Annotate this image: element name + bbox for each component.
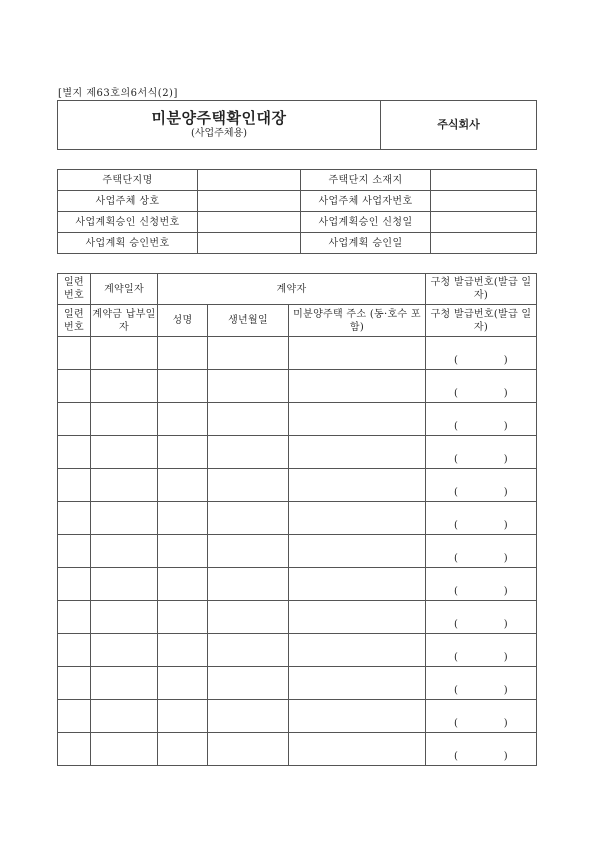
name-cell[interactable] (158, 502, 208, 535)
issue-date-parentheses (454, 651, 508, 664)
name-cell[interactable] (158, 733, 208, 766)
main-header-row-1 (58, 274, 537, 305)
info-value-field[interactable] (431, 170, 537, 191)
paren-open: ( (454, 487, 459, 498)
payment-date-cell[interactable] (91, 403, 158, 436)
ward-issue-cell[interactable] (426, 568, 537, 601)
info-label: 주택단지 소재지 (301, 170, 431, 191)
serial-cell[interactable] (58, 403, 91, 436)
name-cell[interactable] (158, 601, 208, 634)
serial-header-2: 일련 번호 (58, 305, 91, 337)
name-cell[interactable] (158, 535, 208, 568)
info-row (58, 233, 537, 254)
info-row (58, 170, 537, 191)
birth-date-cell[interactable] (208, 667, 289, 700)
address-cell[interactable] (289, 733, 426, 766)
paren-open: ( (454, 586, 459, 597)
issue-date-parentheses (454, 420, 508, 433)
birth-date-cell[interactable] (208, 700, 289, 733)
payment-date-cell[interactable] (91, 667, 158, 700)
table-row (58, 337, 537, 370)
birth-date-cell[interactable] (208, 370, 289, 403)
main-table (57, 273, 537, 766)
birth-date-header: 생년월일 (208, 305, 289, 337)
company-label: 주식회사 (437, 118, 480, 131)
ward-issue-cell[interactable] (426, 733, 537, 766)
table-row (58, 733, 537, 766)
info-value-field[interactable] (198, 170, 301, 191)
address-cell[interactable] (289, 436, 426, 469)
paren-close: ) (503, 718, 508, 729)
name-header: 성명 (158, 305, 208, 337)
payment-date-cell[interactable] (91, 337, 158, 370)
serial-cell[interactable] (58, 568, 91, 601)
ward-issue-cell[interactable] (426, 601, 537, 634)
payment-date-cell[interactable] (91, 469, 158, 502)
info-label: 사업주체 사업자번호 (301, 191, 431, 212)
name-cell[interactable] (158, 700, 208, 733)
address-cell[interactable] (289, 502, 426, 535)
paren-open: ( (454, 619, 459, 630)
paren-close: ) (503, 520, 508, 531)
name-cell[interactable] (158, 667, 208, 700)
serial-cell[interactable] (58, 469, 91, 502)
name-cell[interactable] (158, 337, 208, 370)
address-cell[interactable] (289, 337, 426, 370)
payment-date-cell[interactable] (91, 634, 158, 667)
table-row (58, 634, 537, 667)
table-row (58, 502, 537, 535)
address-cell[interactable] (289, 469, 426, 502)
paren-close: ) (503, 454, 508, 465)
paren-open: ( (454, 520, 459, 531)
address-cell[interactable] (289, 634, 426, 667)
table-row (58, 436, 537, 469)
birth-date-cell[interactable] (208, 535, 289, 568)
info-value-field[interactable] (431, 233, 537, 254)
info-value-field[interactable] (198, 212, 301, 233)
header-title-cell (58, 101, 381, 150)
birth-date-cell[interactable] (208, 601, 289, 634)
issue-date-parentheses (454, 519, 508, 532)
payment-date-cell[interactable] (91, 502, 158, 535)
address-cell[interactable] (289, 568, 426, 601)
paren-open: ( (454, 454, 459, 465)
paren-open: ( (454, 685, 459, 696)
birth-date-cell[interactable] (208, 436, 289, 469)
paren-close: ) (503, 355, 508, 366)
ward-issue-cell[interactable] (426, 535, 537, 568)
birth-date-cell[interactable] (208, 502, 289, 535)
info-value-field[interactable] (431, 212, 537, 233)
paren-close: ) (503, 487, 508, 498)
ward-issue-cell[interactable] (426, 469, 537, 502)
ward-issue-cell[interactable] (426, 370, 537, 403)
ward-issue-cell[interactable] (426, 634, 537, 667)
ward-issue-cell[interactable] (426, 700, 537, 733)
name-cell[interactable] (158, 370, 208, 403)
issue-date-parentheses (454, 486, 508, 499)
serial-cell[interactable] (58, 667, 91, 700)
birth-date-cell[interactable] (208, 733, 289, 766)
info-label: 사업계획 승인일 (301, 233, 431, 254)
payment-date-cell[interactable] (91, 733, 158, 766)
info-label: 주택단지명 (58, 170, 198, 191)
issue-date-parentheses (454, 453, 508, 466)
payment-date-cell[interactable] (91, 370, 158, 403)
info-row (58, 212, 537, 233)
serial-cell[interactable] (58, 436, 91, 469)
address-cell[interactable] (289, 601, 426, 634)
issue-date-parentheses (454, 552, 508, 565)
payment-date-cell[interactable] (91, 601, 158, 634)
address-cell[interactable] (289, 667, 426, 700)
table-row (58, 568, 537, 601)
paren-close: ) (503, 553, 508, 564)
serial-cell[interactable] (58, 370, 91, 403)
header-table (57, 100, 537, 150)
address-cell[interactable] (289, 370, 426, 403)
page-title: 미분양주택확인대장 (151, 109, 287, 127)
address-header: 미분양주택 주소 (동·호수 포함) (289, 305, 426, 337)
issue-date-parentheses (454, 717, 508, 730)
ward-issue-cell[interactable] (426, 502, 537, 535)
serial-cell[interactable] (58, 700, 91, 733)
serial-cell[interactable] (58, 535, 91, 568)
contractor-header: 계약자 (158, 274, 426, 305)
ward-issue-cell[interactable] (426, 436, 537, 469)
info-table (57, 169, 537, 254)
paren-open: ( (454, 718, 459, 729)
birth-date-cell[interactable] (208, 337, 289, 370)
info-label: 사업계획승인 신청일 (301, 212, 431, 233)
table-row (58, 700, 537, 733)
paren-open: ( (454, 388, 459, 399)
paren-close: ) (503, 685, 508, 696)
paren-close: ) (503, 751, 508, 762)
contract-date-header: 계약일자 (91, 274, 158, 305)
paren-open: ( (454, 355, 459, 366)
issue-date-parentheses (454, 684, 508, 697)
info-value-field[interactable] (431, 191, 537, 212)
info-row (58, 191, 537, 212)
serial-cell[interactable] (58, 502, 91, 535)
info-label: 사업계획승인 신청번호 (58, 212, 198, 233)
paren-close: ) (503, 388, 508, 399)
info-label: 사업주체 상호 (58, 191, 198, 212)
paren-open: ( (454, 652, 459, 663)
payment-date-cell[interactable] (91, 568, 158, 601)
table-row (58, 667, 537, 700)
ward-issue-header-2: 구청 발급번호(발급 일자) (426, 305, 537, 337)
payment-date-cell[interactable] (91, 535, 158, 568)
paren-close: ) (503, 586, 508, 597)
birth-date-cell[interactable] (208, 403, 289, 436)
birth-date-cell[interactable] (208, 634, 289, 667)
info-value-field[interactable] (198, 191, 301, 212)
name-cell[interactable] (158, 634, 208, 667)
paren-close: ) (503, 619, 508, 630)
table-row (58, 535, 537, 568)
main-header-row-2 (58, 305, 537, 337)
paren-open: ( (454, 421, 459, 432)
name-cell[interactable] (158, 568, 208, 601)
issue-date-parentheses (454, 618, 508, 631)
name-cell[interactable] (158, 436, 208, 469)
address-cell[interactable] (289, 700, 426, 733)
header-company-cell (381, 101, 537, 150)
info-label: 사업계획 승인번호 (58, 233, 198, 254)
ward-issue-cell[interactable] (426, 403, 537, 436)
paren-close: ) (503, 421, 508, 432)
ward-issue-cell[interactable] (426, 337, 537, 370)
serial-cell[interactable] (58, 634, 91, 667)
serial-cell[interactable] (58, 733, 91, 766)
form-reference: [별지 제63호의6서식(2)] (58, 88, 178, 99)
issue-date-parentheses (454, 750, 508, 763)
table-row (58, 403, 537, 436)
table-row (58, 601, 537, 634)
payment-date-cell[interactable] (91, 700, 158, 733)
address-cell[interactable] (289, 535, 426, 568)
paren-close: ) (503, 652, 508, 663)
serial-cell[interactable] (58, 601, 91, 634)
paren-open: ( (454, 751, 459, 762)
info-value-field[interactable] (198, 233, 301, 254)
serial-header: 일련 번호 (58, 274, 91, 305)
serial-cell[interactable] (58, 337, 91, 370)
table-row (58, 370, 537, 403)
address-cell[interactable] (289, 403, 426, 436)
issue-date-parentheses (454, 585, 508, 598)
name-cell[interactable] (158, 469, 208, 502)
name-cell[interactable] (158, 403, 208, 436)
payment-date-cell[interactable] (91, 436, 158, 469)
birth-date-cell[interactable] (208, 469, 289, 502)
page-subtitle: (사업주체용) (190, 128, 248, 139)
ward-issue-header: 구청 발급번호(발급 일자) (426, 274, 537, 305)
table-row (58, 469, 537, 502)
paren-open: ( (454, 553, 459, 564)
birth-date-cell[interactable] (208, 568, 289, 601)
ward-issue-cell[interactable] (426, 667, 537, 700)
issue-date-parentheses (454, 387, 508, 400)
payment-date-header: 계약금 납부일자 (91, 305, 158, 337)
issue-date-parentheses (454, 354, 508, 367)
